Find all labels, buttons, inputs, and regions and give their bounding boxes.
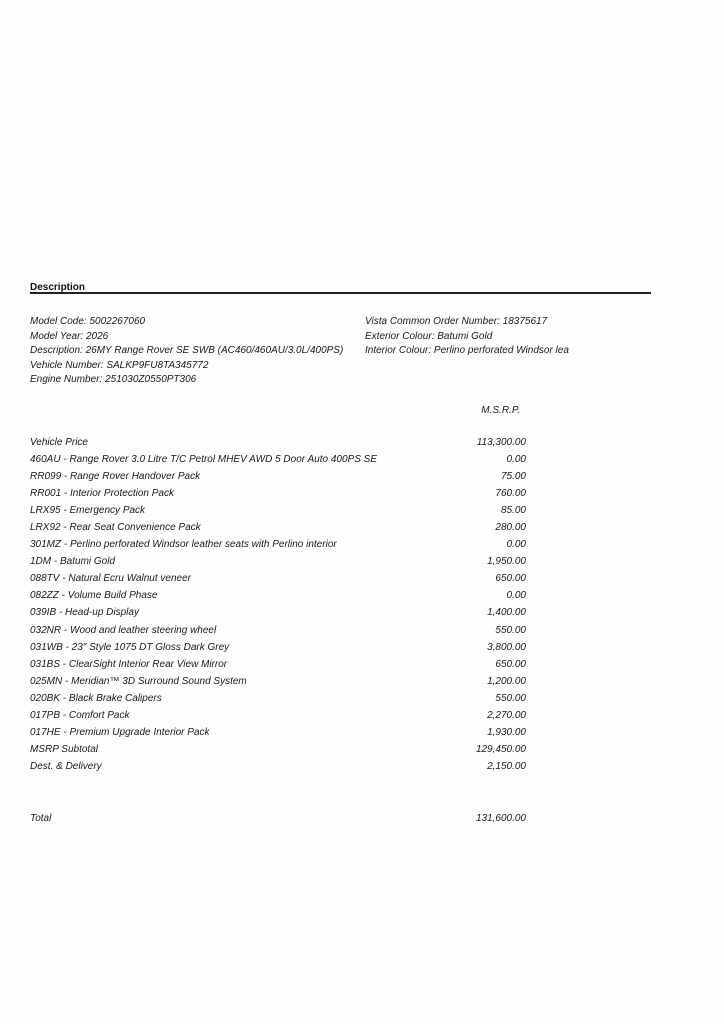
line-item-description: 031BS - ClearSight Interior Rear View Mirror [30, 658, 228, 670]
interior-colour: Interior Colour: Perlino perforated Windsor lea [365, 345, 569, 357]
vehicle-info-left [30, 315, 343, 388]
line-item-price: 75.00 [500, 471, 526, 483]
heading-divider [30, 292, 651, 294]
line-item-description: 039IB - Head-up Display [30, 607, 139, 619]
subtotal-label: MSRP Subtotal [30, 743, 98, 755]
line-item-price: 113,300.00 [476, 437, 526, 448]
line-item-price: 550.00 [495, 624, 526, 636]
line-item-description: 017HE - Premium Upgrade Interior Pack [30, 726, 210, 738]
line-item [30, 709, 526, 726]
model-year: Model Year: 2026 [30, 330, 109, 342]
line-item-price: 0.00 [506, 590, 526, 602]
model-code: Model Code: 5002267060 [30, 316, 146, 327]
line-item-description: 032NR - Wood and leather steering wheel [30, 624, 217, 636]
line-item [30, 487, 526, 504]
line-items-list [30, 436, 526, 777]
line-item-price: 550.00 [495, 692, 526, 704]
line-item-price: 85.00 [500, 505, 526, 517]
line-item-description: 031WB - 23" Style 1075 DT Gloss Dark Grey [30, 641, 230, 653]
line-item-price: 650.00 [495, 573, 526, 585]
line-item [30, 726, 526, 743]
subtotal-row [30, 743, 526, 760]
line-item [30, 470, 526, 487]
line-item-description: RR099 - Range Rover Handover Pack [30, 471, 201, 483]
exterior-colour: Exterior Colour: Batumi Gold [365, 330, 493, 342]
delivery-label: Dest. & Delivery [30, 760, 102, 772]
line-item-price: 650.00 [495, 658, 526, 670]
line-item-price: 3,800.00 [487, 641, 526, 653]
line-item [30, 572, 526, 589]
section-heading: Description [30, 282, 86, 293]
line-item-description: 017PB - Comfort Pack [30, 709, 130, 721]
line-item-description: LRX92 - Rear Seat Convenience Pack [30, 522, 201, 534]
line-item [30, 453, 526, 470]
line-item [30, 624, 526, 641]
line-item [30, 675, 526, 692]
line-item [30, 504, 526, 521]
line-item-description: 1DM - Batumi Gold [30, 556, 116, 568]
line-item-price: 1,400.00 [487, 607, 526, 619]
line-item [30, 436, 526, 453]
line-item-description: 460AU - Range Rover 3.0 Litre T/C Petrol MHEV AWD 5 Door Auto 400PS SE [30, 454, 378, 466]
model-description: Description: 26MY Range Rover SE SWB (AC460/460AU/3.0L/400PS) [30, 345, 344, 357]
line-item-price: 2,270.00 [487, 709, 526, 721]
line-item-description: 082ZZ - Volume Build Phase [30, 590, 158, 602]
total-label: Total [30, 813, 52, 824]
line-item-price: 1,930.00 [487, 726, 526, 738]
subtotal-value: 129,450.00 [475, 743, 526, 755]
total-value: 131,600.00 [475, 813, 526, 824]
line-item-description: RR001 - Interior Protection Pack [30, 488, 174, 500]
line-item-description: LRX95 - Emergency Pack [30, 505, 146, 517]
line-item [30, 555, 526, 572]
line-item [30, 692, 526, 709]
delivery-value: 2,150.00 [487, 760, 526, 772]
line-item-price: 280.00 [495, 522, 526, 534]
line-item-price: 1,200.00 [487, 675, 526, 687]
line-item-description: 301MZ - Perlino perforated Windsor leather seats with Perlino interior [30, 539, 337, 551]
line-item-price: 760.00 [495, 488, 526, 500]
line-item-description: 088TV - Natural Ecru Walnut veneer [30, 573, 192, 585]
line-item-description: 020BK - Black Brake Calipers [30, 692, 162, 704]
price-column-header: M.S.R.P. [481, 405, 520, 416]
line-item [30, 589, 526, 606]
vehicle-number: Vehicle Number: SALKP9FU8TA345772 [30, 359, 209, 371]
line-item-price: 1,950.00 [487, 556, 526, 568]
line-item-price: 0.00 [506, 454, 526, 466]
line-item [30, 521, 526, 538]
vehicle-info-right [365, 315, 569, 359]
engine-number: Engine Number: 251030Z0550PT306 [30, 374, 197, 386]
total-row [30, 812, 526, 825]
line-item [30, 658, 526, 675]
line-item [30, 641, 526, 658]
delivery-row [30, 760, 526, 777]
line-item [30, 538, 526, 555]
order-number: Vista Common Order Number: 18375617 [365, 316, 548, 327]
line-item-price: 0.00 [506, 539, 526, 551]
line-item-description: 025MN - Meridian™ 3D Surround Sound System [30, 675, 247, 687]
line-item-description: Vehicle Price [30, 437, 88, 448]
line-item [30, 606, 526, 623]
